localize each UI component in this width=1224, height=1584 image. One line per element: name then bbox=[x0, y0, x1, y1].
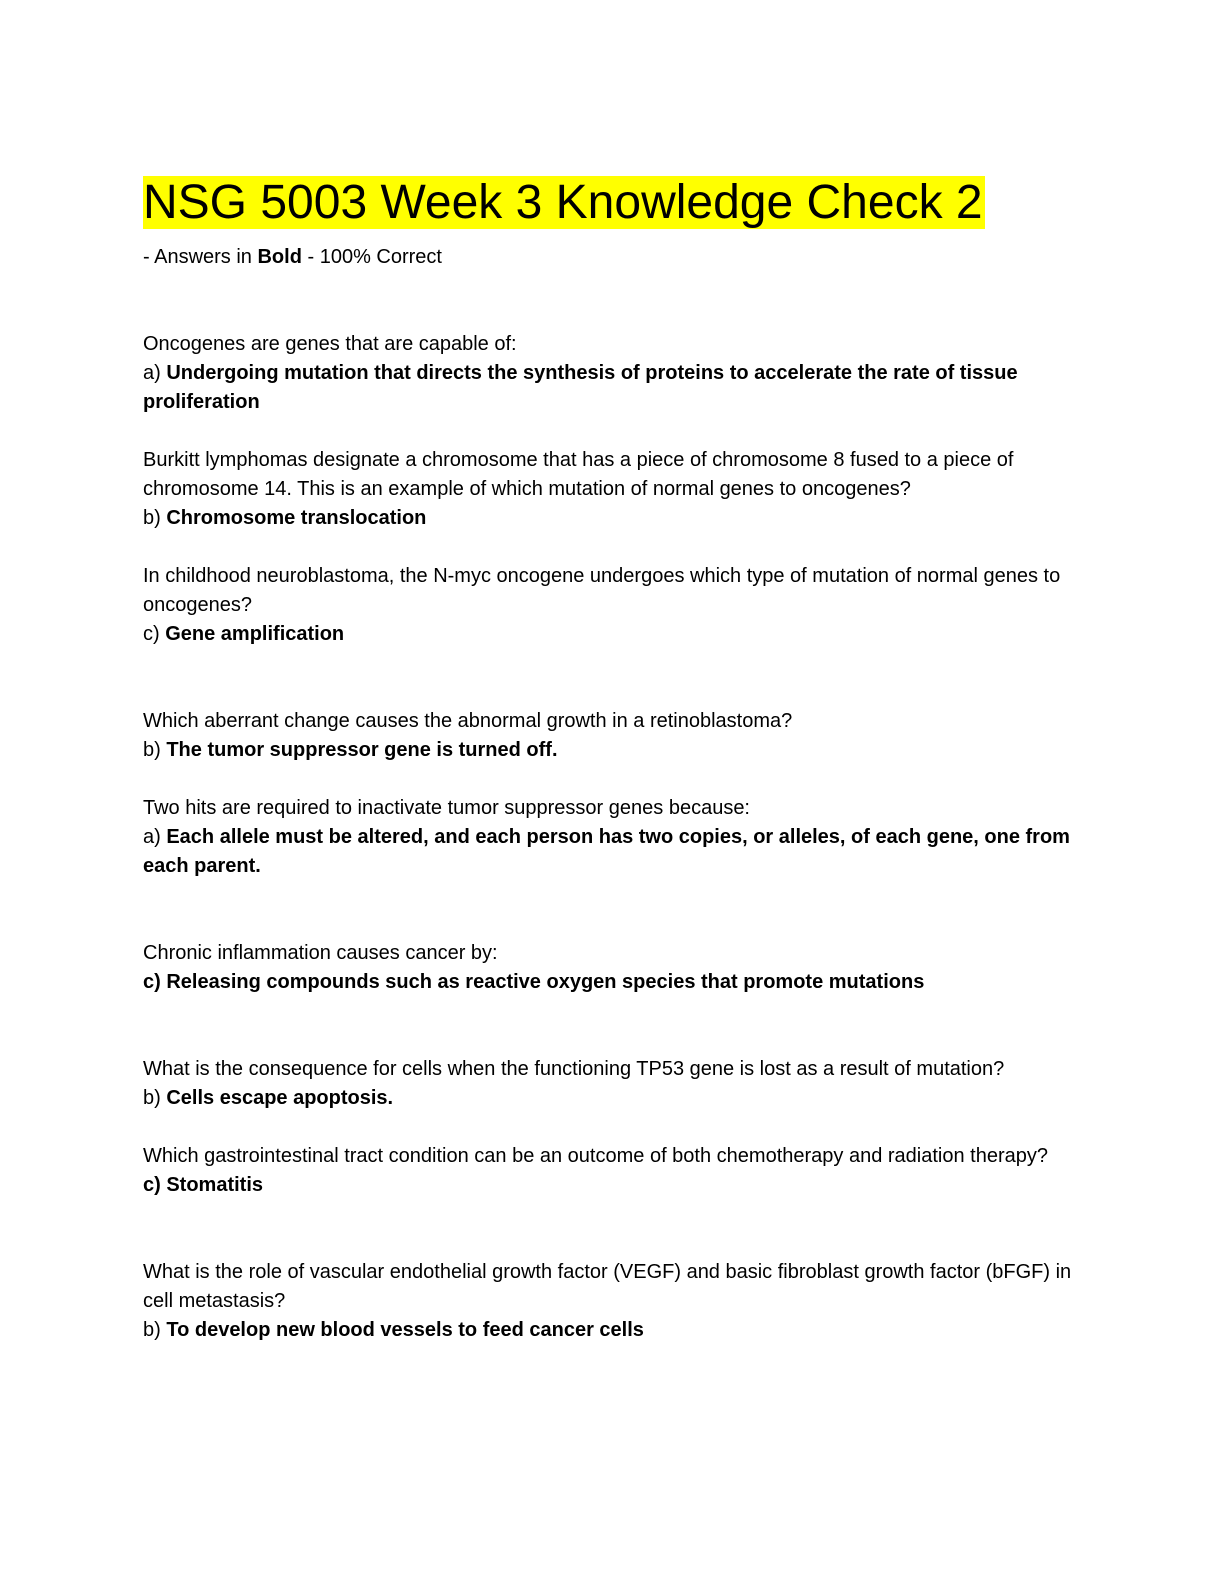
title-highlight: NSG 5003 Week 3 Knowledge Check 2 bbox=[143, 176, 983, 229]
question-text: In childhood neuroblastoma, the N-myc oncogene undergoes which type of mutation of normal genes to oncogenes? bbox=[143, 565, 1061, 616]
answer-letter: b) bbox=[143, 507, 167, 529]
question-block bbox=[143, 562, 1083, 649]
question-text: What is the role of vascular endothelial growth factor (VEGF) and basic fibroblast growth factor (bFGF) in cell metastasis? bbox=[143, 1261, 1072, 1312]
answer-text: c) Releasing compounds such as reactive oxygen species that promote mutations bbox=[143, 971, 925, 993]
question-text: Oncogenes are genes that are capable of: bbox=[143, 333, 517, 355]
question-block bbox=[143, 1055, 1083, 1113]
question-block bbox=[143, 446, 1083, 533]
subtitle-prefix: - Answers in bbox=[143, 246, 258, 268]
answer-line bbox=[143, 1316, 1083, 1345]
subtitle-suffix: - 100% Correct bbox=[301, 246, 442, 268]
document-title bbox=[143, 165, 1083, 241]
answer-letter: b) bbox=[143, 739, 167, 761]
question-block bbox=[143, 330, 1083, 417]
answer-line bbox=[143, 1171, 1083, 1200]
answer-letter: c) bbox=[143, 623, 166, 645]
answer-text: Each allele must be altered, and each person has two copies, or alleles, of each gene, one from each parent. bbox=[143, 826, 1070, 877]
document-content bbox=[143, 165, 1083, 1345]
question-block bbox=[143, 794, 1083, 881]
question-text: Burkitt lymphomas designate a chromosome that has a piece of chromosome 8 fused to a piece of chromosome 14. This is an example of which mutation of normal genes to oncogenes? bbox=[143, 449, 1014, 500]
answer-text: To develop new blood vessels to feed cancer cells bbox=[166, 1319, 644, 1341]
answer-text: Gene amplification bbox=[165, 623, 345, 645]
question-block bbox=[143, 1258, 1083, 1345]
subtitle-bold: Bold bbox=[257, 246, 302, 268]
answer-line bbox=[143, 359, 1083, 417]
document-subtitle bbox=[143, 243, 1083, 272]
answer-text: c) Stomatitis bbox=[143, 1174, 264, 1196]
question-block bbox=[143, 707, 1083, 765]
answer-text: Undergoing mutation that directs the synthesis of proteins to accelerate the rate of tissue proliferation bbox=[143, 362, 1018, 413]
question-text: What is the consequence for cells when the functioning TP53 gene is lost as a result of mutation? bbox=[143, 1058, 1005, 1080]
answer-letter: a) bbox=[143, 362, 167, 384]
answer-text: Chromosome translocation bbox=[166, 507, 427, 529]
answer-text: The tumor suppressor gene is turned off. bbox=[166, 739, 558, 761]
question-text: Chronic inflammation causes cancer by: bbox=[143, 942, 498, 964]
question-text: Which aberrant change causes the abnormal growth in a retinoblastoma? bbox=[143, 710, 793, 732]
answer-text: Cells escape apoptosis. bbox=[166, 1087, 394, 1109]
answer-letter: b) bbox=[143, 1087, 167, 1109]
answer-letter: b) bbox=[143, 1319, 167, 1341]
answer-line bbox=[143, 620, 1083, 649]
answer-line bbox=[143, 968, 1083, 997]
answer-line bbox=[143, 1084, 1083, 1113]
question-block bbox=[143, 939, 1083, 997]
answer-line bbox=[143, 504, 1083, 533]
question-block bbox=[143, 1142, 1083, 1200]
question-text: Two hits are required to inactivate tumor suppressor genes because: bbox=[143, 797, 750, 819]
answer-line bbox=[143, 736, 1083, 765]
answer-letter: a) bbox=[143, 826, 167, 848]
answer-line bbox=[143, 823, 1083, 881]
question-text: Which gastrointestinal tract condition can be an outcome of both chemotherapy and radiation therapy? bbox=[143, 1145, 1048, 1167]
